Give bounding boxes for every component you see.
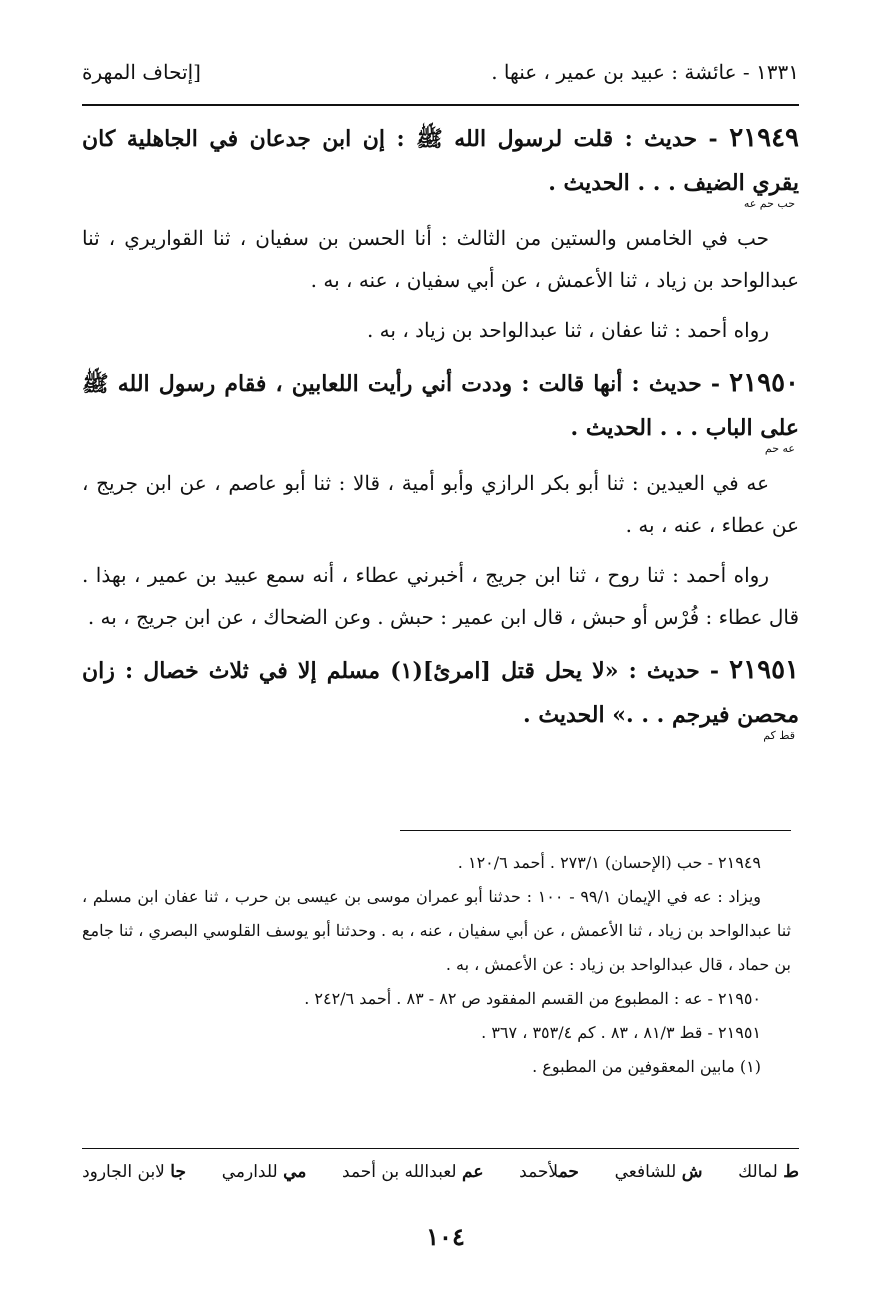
hadith-sigla: قط كم	[763, 729, 795, 742]
header-book-title: [إتحاف المهرة	[82, 60, 201, 84]
hadith-text: - حديث : «لا يحل قتل [امرئ](١) مسلم إلا في ثلاث خصال : زان محصن فيرجم . . .» الحديث .	[82, 658, 799, 728]
footnotes	[82, 846, 791, 1084]
abbreviations-key	[82, 1162, 799, 1182]
hadith-number: ٢١٩٤٩	[729, 123, 800, 153]
hadith-sigla: حب حم عه	[743, 197, 795, 210]
footnote-rule	[400, 830, 791, 831]
hadith-number: ٢١٩٥٠	[729, 368, 799, 398]
hadith-text: - حديث : أنها قالت : وددت أني رأيت اللعابين ، فقام رسول الله ﷺ على الباب . . . الحديث .	[82, 371, 799, 441]
footnote: ٢١٩٥١ - قط ٨١/٣ ، ٨٣ . كم ٣٥٣/٤ ، ٣٦٧ .	[481, 1023, 761, 1042]
paragraph: عه في العيدين : ثنا أبو بكر الرازي وأبو أمية ، قالا : ثنا أبو عاصم ، عن ابن جريج ، عن عطاء ، عنه ، به .	[82, 471, 799, 537]
footnote: ٢١٩٥٠ - عه : المطبوع من القسم المفقود ص ٨٢ - ٨٣ . أحمد ٢٤٢/٦ .	[304, 989, 761, 1008]
hadith-number: ٢١٩٥١	[729, 655, 799, 685]
hadith-entry-title	[82, 361, 799, 450]
running-header	[82, 56, 799, 88]
footnote: ويزاد : عه في الإيمان ٩٩/١ - ١٠٠ : حدثنا أبو عمران موسى بن عيسى بن حرب ، ثنا عفان ابن مسلم ، ثنا عبدالواحد بن زياد ، ثنا الأعمش ، عن أبي سفيان ، عنه ، به . وحدثنا أبو يوسف القلوسي البصري ، ثنا جامع بن حماد ، قال عبدالواحد بن زياد : عن الأعمش ، به .	[82, 887, 792, 974]
header-rule	[82, 104, 799, 106]
paragraph: حب في الخامس والستين من الثالث : أنا الحسن بن سفيان ، ثنا القواريري ، ثنا عبدالواحد بن زياد ، ثنا الأعمش ، عن أبي سفيان ، عنه ، به .	[82, 226, 799, 292]
paragraph: رواه أحمد : ثنا عفان ، ثنا عبدالواحد بن زياد ، به .	[366, 318, 769, 342]
header-chapter: ١٣٣١ - عائشة : عبيد بن عمير ، عنها .	[491, 60, 799, 84]
footnote: (١) مابين المعقوفين من المطبوع .	[532, 1057, 761, 1076]
abbreviation-item: عم لعبدالله بن أحمد	[342, 1162, 484, 1182]
hadith-sigla: عه حم	[764, 442, 795, 455]
footnote: ٢١٩٤٩ - حب (الإحسان) ٢٧٣/١ . أحمد ١٢٠/٦ .	[457, 853, 761, 872]
hadith-text: - حديث : قلت لرسول الله ﷺ : إن ابن جدعان في الجاهلية كان يقري الضيف . . . الحديث .	[82, 126, 799, 196]
abbreviation-item: مي للدارمي	[221, 1162, 307, 1182]
paragraph: رواه أحمد : ثنا روح ، ثنا ابن جريج ، أخبرني عطاء ، أنه سمع عبيد بن عمير ، بهذا . قال عطاء : فُرْس أو حبش ، قال ابن عمير : حبش . وعن الضحاك ، عن ابن جريج ، به .	[82, 563, 799, 629]
abbreviation-item: جا لابن الجارود	[82, 1162, 186, 1182]
main-text	[82, 116, 799, 741]
abbreviation-item: ط لمالك	[738, 1162, 799, 1182]
abbreviations-rule	[82, 1148, 799, 1149]
page-number: ١٠٤	[426, 1222, 465, 1251]
abbreviation-item: حملأحمد	[519, 1162, 579, 1182]
abbreviation-item: ش للشافعي	[614, 1162, 703, 1182]
hadith-entry-title	[82, 648, 799, 737]
hadith-entry-title	[82, 116, 799, 205]
